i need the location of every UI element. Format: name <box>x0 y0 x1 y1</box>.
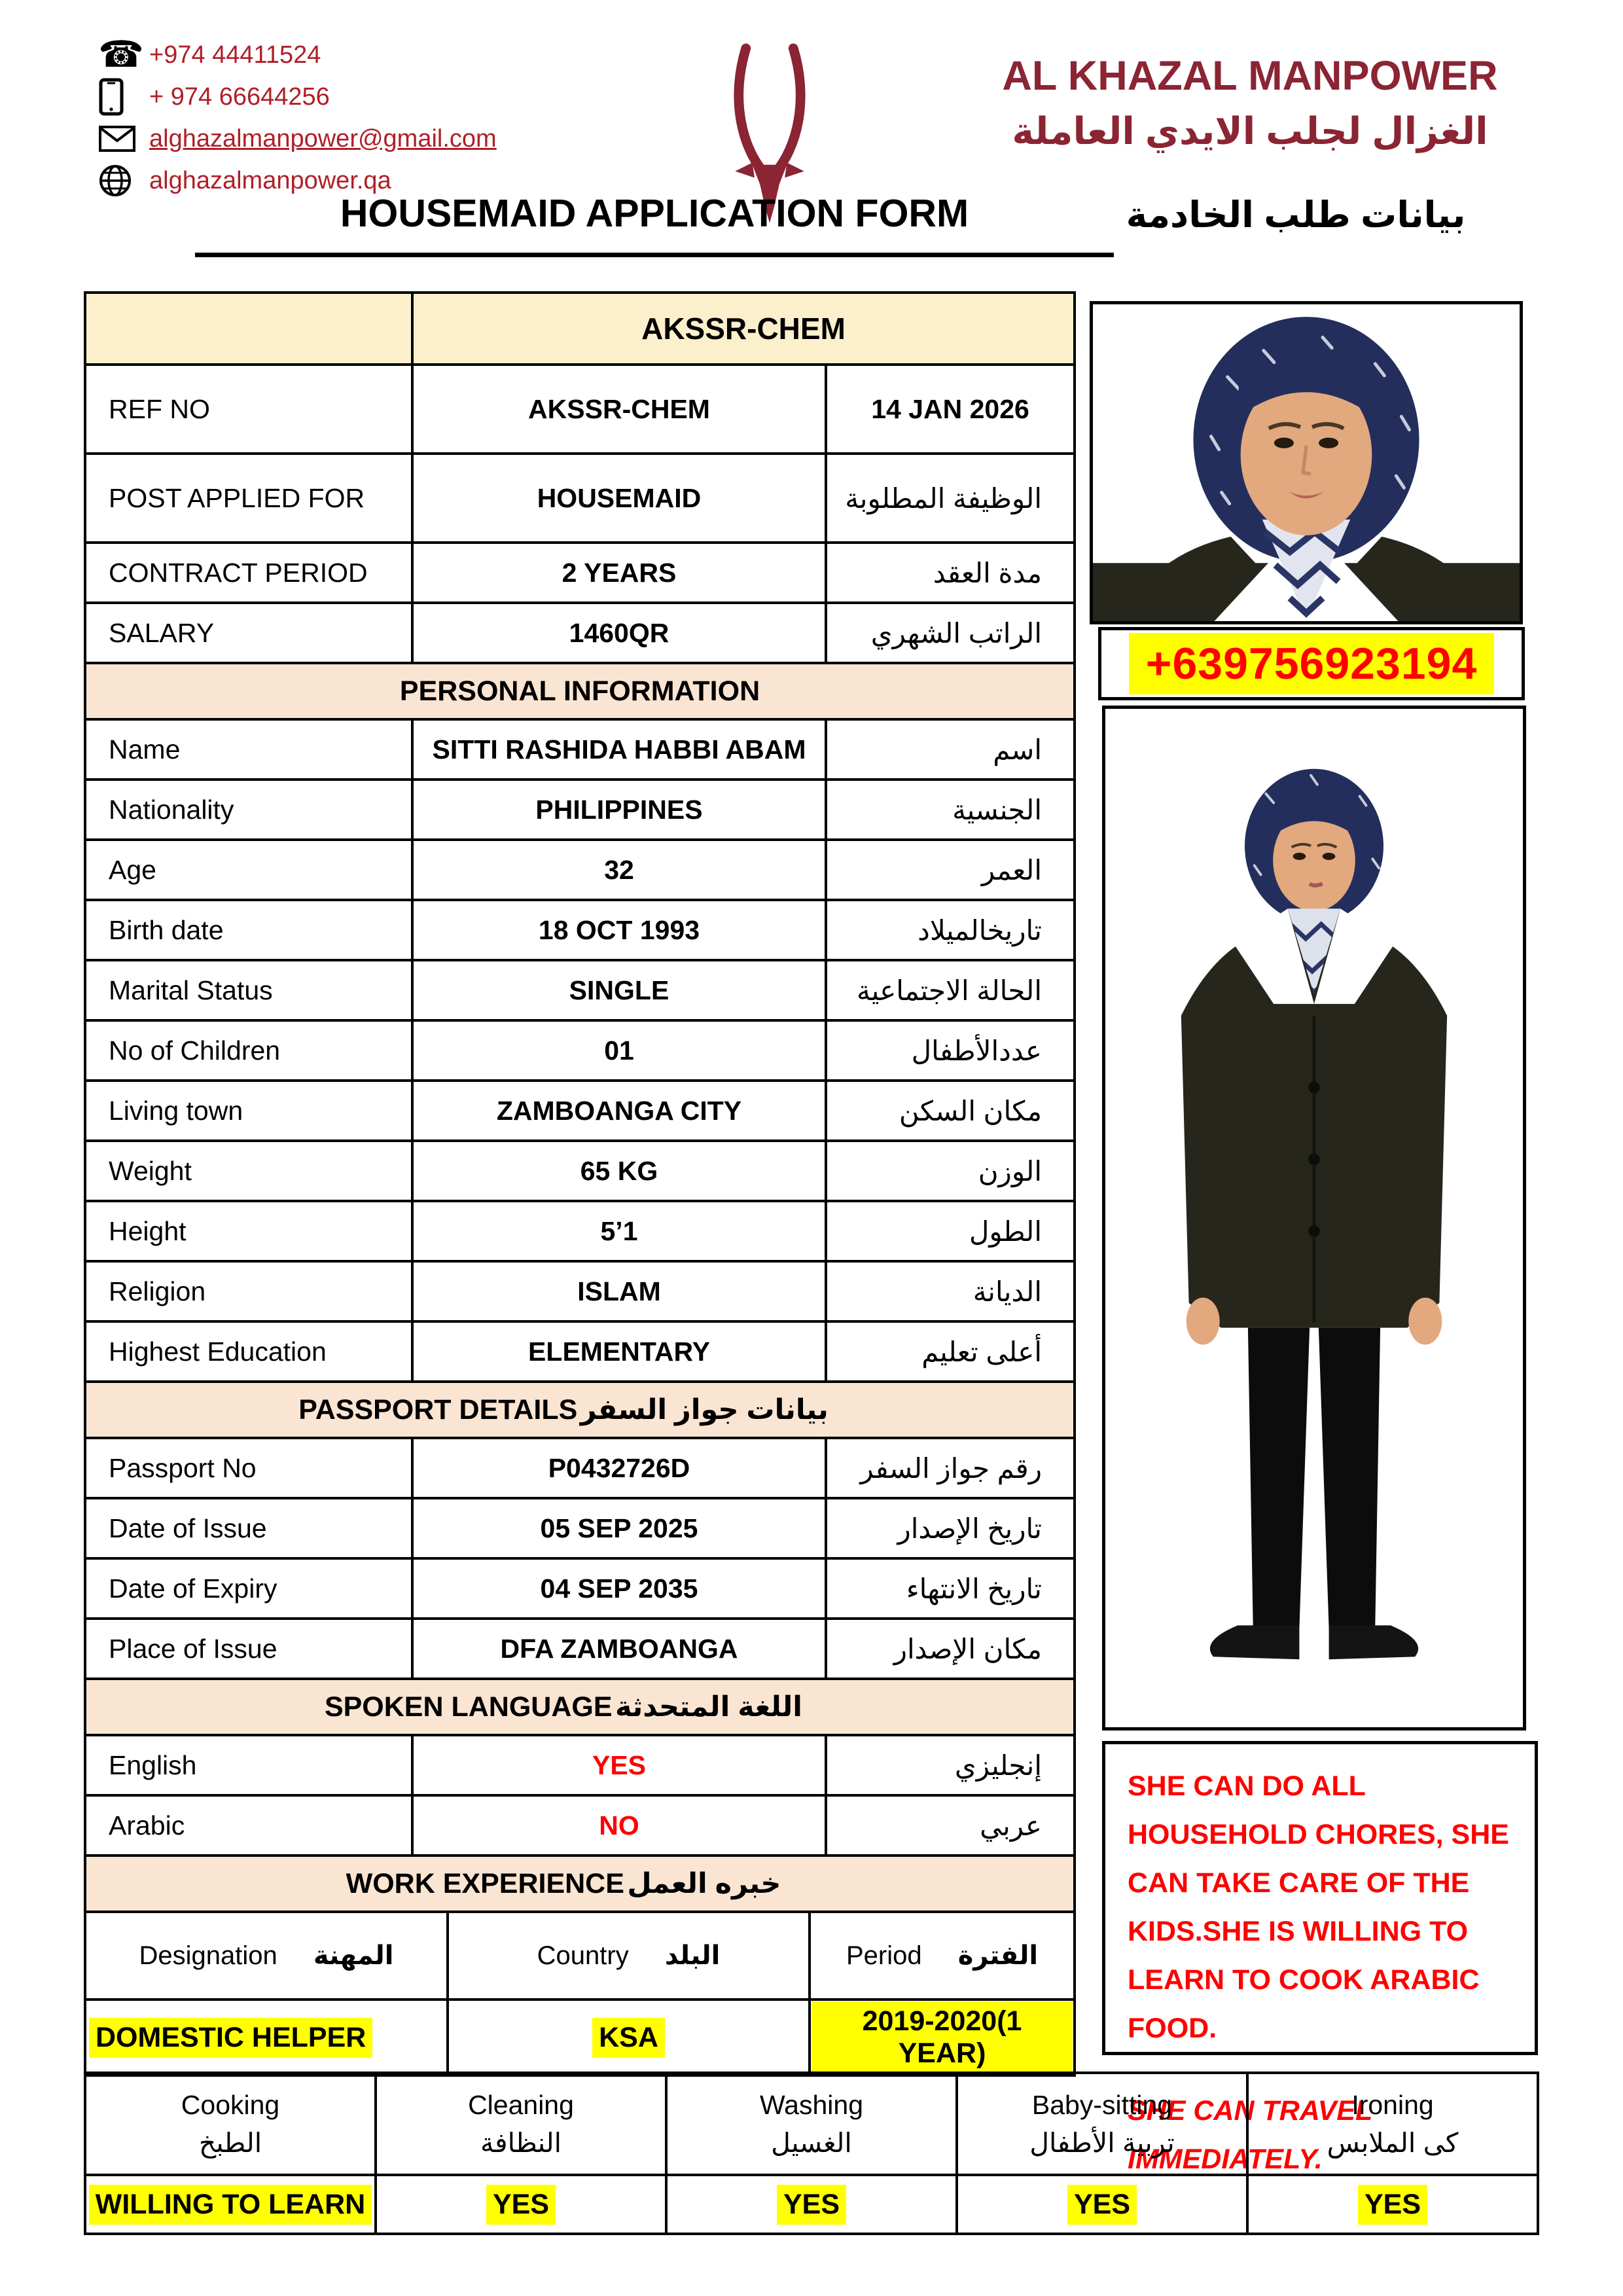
section-header-row <box>85 1856 1075 1912</box>
field-value: 65 KG <box>412 1141 826 1201</box>
field-label: Living town <box>85 1081 412 1141</box>
field-label-arabic: عربي <box>826 1795 1075 1856</box>
field-value: DFA ZAMBOANGA <box>412 1619 826 1679</box>
mobile-icon <box>98 78 149 116</box>
field-label: No of Children <box>85 1020 412 1081</box>
table-row <box>85 1619 1075 1679</box>
table-row <box>85 1141 1075 1201</box>
field-label: REF NO <box>85 365 412 454</box>
table-row <box>85 1795 1075 1856</box>
field-label: Weight <box>85 1141 412 1201</box>
field-label-arabic: اسم <box>826 719 1075 780</box>
field-value: 2 YEARS <box>412 543 826 603</box>
work-experience-table <box>84 1854 1076 2077</box>
table-row <box>85 1321 1075 1382</box>
skill-header-cooking: Cooking الطبخ <box>85 2073 376 2175</box>
field-label-arabic: مدة العقد <box>826 543 1075 603</box>
skill-value-babysitting: YES <box>957 2175 1247 2234</box>
note-paragraph-2: SHE CAN TRAVEL IMMEDIATELY. <box>1128 2094 1372 2175</box>
field-label-arabic: إنجليزي <box>826 1735 1075 1795</box>
field-label: SALARY <box>85 603 412 663</box>
field-value: P0432726D <box>412 1438 826 1498</box>
field-value: 5’1 <box>412 1201 826 1261</box>
skill-header-ironing: Ironing كى الملابس <box>1247 2073 1538 2175</box>
field-date: 14 JAN 2026 <box>826 365 1075 454</box>
skill-value-washing: YES <box>666 2175 957 2234</box>
field-label: Arabic <box>85 1795 412 1856</box>
field-label-arabic: العمر <box>826 840 1075 900</box>
contact-phone-row <box>98 34 687 76</box>
headshot-photo <box>1090 301 1523 624</box>
skills-header-row <box>85 2073 1538 2175</box>
section-header-row <box>85 1679 1075 1735</box>
reference-code-header: AKSSR-CHEM <box>412 293 1075 365</box>
field-value: HOUSEMAID <box>412 454 826 543</box>
field-value: AKSSR-CHEM <box>412 365 826 454</box>
section-header-row <box>85 663 1075 719</box>
skills-values-row <box>85 2175 1538 2234</box>
field-value: ELEMENTARY <box>412 1321 826 1382</box>
field-label-arabic: مكان الإصدار <box>826 1619 1075 1679</box>
contact-phone: +974 44411524 <box>149 41 321 69</box>
field-label-arabic: أعلى تعليم <box>826 1321 1075 1382</box>
section-title-experience: WORK EXPERIENCE خبره العمل <box>85 1856 1075 1912</box>
field-label-arabic: الوظيفة المطلوبة <box>826 454 1075 543</box>
experience-period: 2019-2020(1 YEAR) <box>810 2000 1075 2075</box>
field-value: ISLAM <box>412 1261 826 1321</box>
field-label-arabic: تاريخ الإصدار <box>826 1498 1075 1558</box>
field-label: CONTRACT PERIOD <box>85 543 412 603</box>
note-paragraph-1: SHE CAN DO ALL HOUSEHOLD CHORES, SHE CAN TAKE CARE OF THE KIDS.SHE IS WILLING TO LEARN TO COOK ARABIC FOOD. <box>1128 1770 1509 2044</box>
field-label: Passport No <box>85 1438 412 1498</box>
field-label-arabic: الوزن <box>826 1141 1075 1201</box>
skill-value-ironing: YES <box>1247 2175 1538 2234</box>
field-label-arabic: الجنسية <box>826 780 1075 840</box>
field-value: ZAMBOANGA CITY <box>412 1081 826 1141</box>
field-label: Place of Issue <box>85 1619 412 1679</box>
field-label-arabic: تاريخالميلاد <box>826 900 1075 960</box>
field-label: Height <box>85 1201 412 1261</box>
phone-number: +639756923194 <box>1129 633 1495 694</box>
table-row <box>85 840 1075 900</box>
field-label: Name <box>85 719 412 780</box>
field-value: SINGLE <box>412 960 826 1020</box>
field-value: 1460QR <box>412 603 826 663</box>
contact-email-row <box>98 118 687 160</box>
field-value: 04 SEP 2035 <box>412 1558 826 1619</box>
field-value: PHILIPPINES <box>412 780 826 840</box>
section-title-personal: PERSONAL INFORMATION <box>85 663 1075 719</box>
field-label: Religion <box>85 1261 412 1321</box>
field-label: Highest Education <box>85 1321 412 1382</box>
field-label-arabic: الطول <box>826 1201 1075 1261</box>
field-label: Date of Issue <box>85 1498 412 1558</box>
table-row <box>85 1081 1075 1141</box>
contact-mobile: + 974 66644256 <box>149 82 330 111</box>
column-header-period: Period الفترة <box>810 1912 1075 2000</box>
field-value: 32 <box>412 840 826 900</box>
page-title: HOUSEMAID APPLICATION FORM <box>340 192 969 235</box>
table-row <box>85 719 1075 780</box>
skill-value-cleaning: YES <box>376 2175 666 2234</box>
table-row <box>85 365 1075 454</box>
field-label-arabic: الراتب الشهري <box>826 603 1075 663</box>
experience-header-row <box>85 1912 1075 2000</box>
field-label: Marital Status <box>85 960 412 1020</box>
field-label-arabic: تاريخ الانتهاء <box>826 1558 1075 1619</box>
column-header-designation: Designation المهنة <box>85 1912 448 2000</box>
table-row <box>85 1020 1075 1081</box>
field-label: Date of Expiry <box>85 1558 412 1619</box>
skill-header-babysitting: Baby-sitting تربية الأطفال <box>957 2073 1247 2175</box>
phone-icon: ☎ <box>98 33 144 76</box>
table-row <box>85 1735 1075 1795</box>
application-table <box>84 291 1076 1857</box>
company-block <box>969 52 1531 153</box>
skill-header-cleaning: Cleaning النظافة <box>376 2073 666 2175</box>
contact-mobile-row <box>98 76 687 118</box>
contact-email-link[interactable]: alghazalmanpower@gmail.com <box>149 124 497 152</box>
skills-table <box>84 2072 1539 2235</box>
field-value: NO <box>412 1795 826 1856</box>
page-title-arabic: بيانات طلب الخادمة <box>1126 194 1466 235</box>
experience-designation: DOMESTIC HELPER <box>85 2000 448 2075</box>
table-row <box>85 543 1075 603</box>
empty-header-cell <box>85 293 412 365</box>
field-label: Nationality <box>85 780 412 840</box>
table-row <box>85 1438 1075 1498</box>
contact-block <box>98 34 687 202</box>
section-title-language: SPOKEN LANGUAGE اللغة المتحدثة <box>85 1679 1075 1735</box>
table-row <box>85 1498 1075 1558</box>
table-row <box>85 780 1075 840</box>
field-label-arabic: رقم جواز السفر <box>826 1438 1075 1498</box>
title-underline <box>195 253 1114 257</box>
company-name-en: AL KHAZAL MANPOWER <box>1002 53 1498 99</box>
column-header-country: Country البلد <box>448 1912 810 2000</box>
skill-value-cooking: WILLING TO LEARN <box>85 2175 376 2234</box>
globe-icon <box>98 164 149 198</box>
section-header-row <box>85 1382 1075 1438</box>
field-label: Age <box>85 840 412 900</box>
table-row <box>85 1201 1075 1261</box>
field-value: 05 SEP 2025 <box>412 1498 826 1558</box>
main-form <box>84 291 1073 2077</box>
email-icon <box>98 125 149 152</box>
field-label-arabic: عددالأطفال <box>826 1020 1075 1081</box>
field-value: 18 OCT 1993 <box>412 900 826 960</box>
field-label-arabic: مكان السكن <box>826 1081 1075 1141</box>
experience-country: KSA <box>448 2000 810 2075</box>
company-name-ar: الغزال لجلب الايدي العاملة <box>1012 111 1488 152</box>
full-body-photo <box>1102 706 1526 1731</box>
contact-website: alghazalmanpower.qa <box>149 166 391 194</box>
table-row <box>85 603 1075 663</box>
field-label: POST APPLIED FOR <box>85 454 412 543</box>
field-value: YES <box>412 1735 826 1795</box>
phone-number-box <box>1098 627 1525 700</box>
table-row <box>85 900 1075 960</box>
field-label: Birth date <box>85 900 412 960</box>
skill-header-washing: Washing الغسيل <box>666 2073 957 2175</box>
field-label-arabic: الديانة <box>826 1261 1075 1321</box>
table-row <box>85 454 1075 543</box>
field-label: English <box>85 1735 412 1795</box>
table-row <box>85 293 1075 365</box>
section-title-passport: PASSPORT DETAILS بيانات جواز السفر <box>85 1382 1075 1438</box>
field-label-arabic: الحالة الاجتماعية <box>826 960 1075 1020</box>
field-value: 01 <box>412 1020 826 1081</box>
table-row <box>85 1558 1075 1619</box>
experience-data-row <box>85 2000 1075 2075</box>
table-row <box>85 1261 1075 1321</box>
field-value: SITTI RASHIDA HABBI ABAM <box>412 719 826 780</box>
table-row <box>85 960 1075 1020</box>
